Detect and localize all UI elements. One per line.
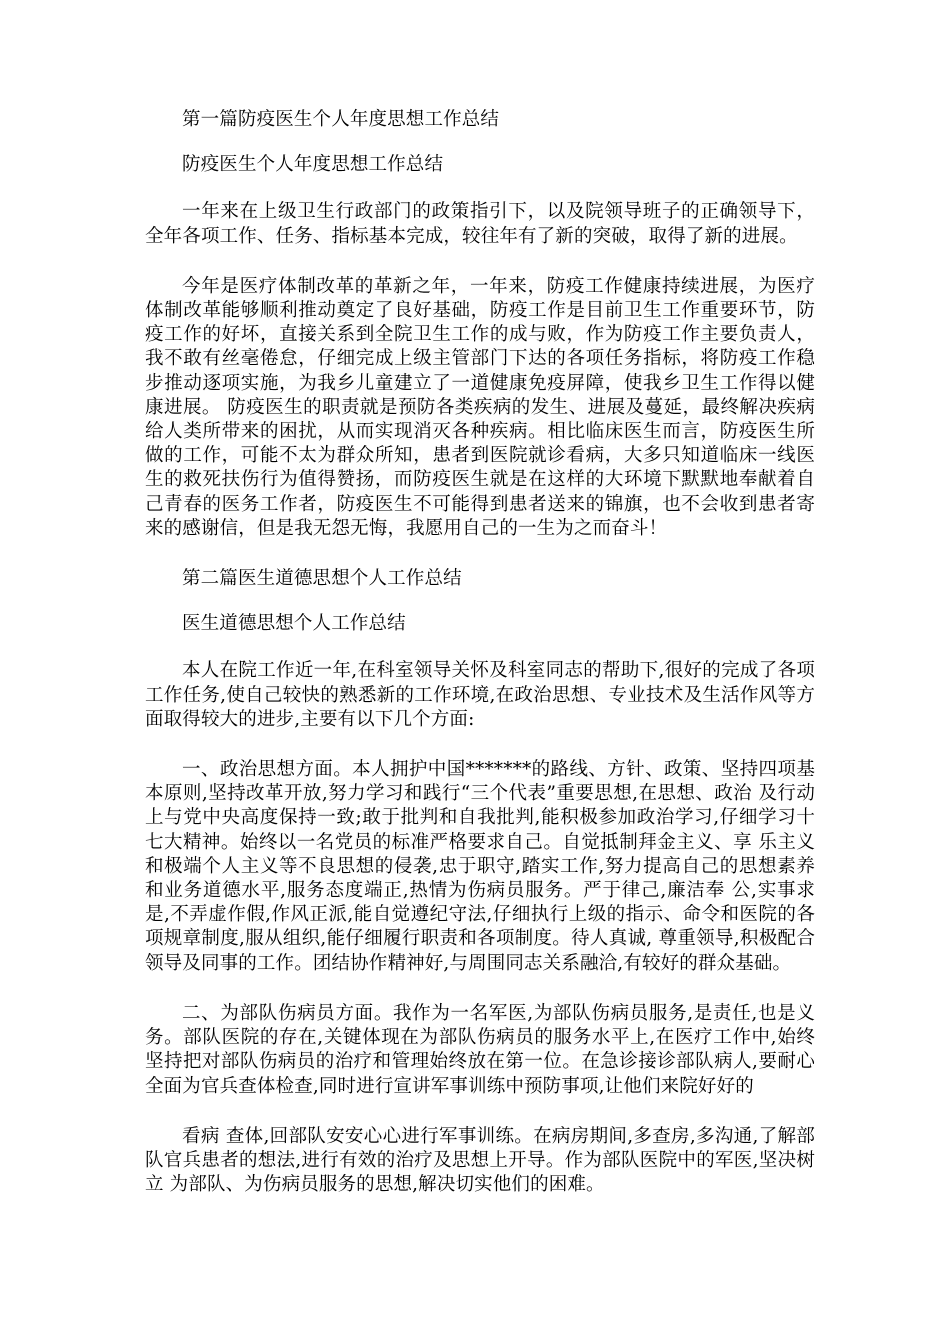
article-2-title: 第二篇医生道德思想个人工作总结	[182, 568, 462, 590]
article-1-paragraph-main: 今年是医疗体制改革的革新之年，一年来，防疫工作健康持续进展，为医疗体制改革能够顺利推动奠定了良好基础，防疫工作是目前卫生工作重要环节，防疫工作的好坏，直接关系到全院卫生工作的成与败，作为防疫工作主要负责人，我不敢有丝毫倦怠，仔细完成上级主管部门下达的各项任务指标，将防疫工作稳步推动逐项实施，为我乡儿童建立了一道健康免疫屏障，使我乡卫生工作得以健康进展。 防疫医生的职责就是预防各类疾病的发生、进展及蔓延，最终解决疾病给人类所带来的困扰，从而实现消灭各种疾病。相比临床医生而言，防疫医生所做的工作，可能不太为群众所知，患者到医院就诊看病，大多只知道临床一线医生的救死扶伤行为值得赞扬，而防疫医生就是在这样的大环境下默默地奉献着自己青春的医务工作者，防疫医生不可能得到患者送来的锦旗，也不会收到患者寄来的感谢信，但是我无怨无悔，我愿用自己的一生为之而奋斗！	[145, 275, 815, 539]
article-2-paragraph-political: 一、政治思想方面。本人拥护中国*******的路线、方针、政策、坚持四项基本原则,坚持改革开放,努力学习和践行“三个代表”重要思想,在思想、政治 及行动上与党中央高度保持一致;敢于批判和自我批判,能积极参加政治学习,仔细学习十七大精神。始终以一名党员的标准严格要求自己。自觉抵制拜金主义、享 乐主义和极端个人主义等不良思想的侵袭,忠于职守,踏实工作,努力提高自己的思想素养和业务道德水平,服务态度端正,热情为伤病员服务。严于律己,廉洁奉 公,实事求是,不弄虚作假,作风正派,能自觉遵纪守法,仔细执行上级的指示、命令和医院的各项规章制度,服从组织,能仔细履行职责和各项制度。待人真诚, 尊重领导,积极配合领导及同事的工作。团结协作精神好,与周围同志关系融洽,有较好的群众基础。	[145, 759, 815, 974]
article-2-subtitle: 医生道德思想个人工作总结	[182, 613, 406, 635]
article-2-paragraph-intro: 本人在院工作近一年,在科室领导关怀及科室同志的帮助下,很好的完成了各项工作任务,使自己较快的熟悉新的工作环境,在政治思想、专业技术及生活作风等方面取得较大的进步,主要有以下几个方面:	[145, 660, 815, 730]
article-2-paragraph-troops: 二、为部队伤病员方面。我作为一名军医,为部队伤病员服务,是责任,也是义务。部队医院的存在,关键体现在为部队伤病员的服务水平上,在医疗工作中,始终 坚持把对部队伤病员的治疗和管理始终放在第一位。在急诊接诊部队病人,要耐心全面为官兵查体检查,同时进行宣讲军事训练中预防事项,让他们来院好好的	[145, 1002, 815, 1097]
article-1-title: 第一篇防疫医生个人年度思想工作总结	[182, 109, 500, 130]
article-1-subtitle: 防疫医生个人年度思想工作总结	[182, 154, 444, 176]
article-2-paragraph-continuation: 看病 查体,回部队安安心心进行军事训练。在病房期间,多查房,多沟通,了解部队官兵患者的想法,进行有效的治疗及思想上开导。作为部队医院中的军医,坚决树立 为部队、为伤病员服务的思想,解决切实他们的困难。	[145, 1125, 815, 1196]
article-1-paragraph-intro: 一年来在上级卫生行政部门的政策指引下，以及院领导班子的正确领导下，全年各项工作、任务、指标基本完成，较往年有了新的突破，取得了新的进展。	[145, 201, 815, 247]
document-body	[145, 108, 815, 1197]
